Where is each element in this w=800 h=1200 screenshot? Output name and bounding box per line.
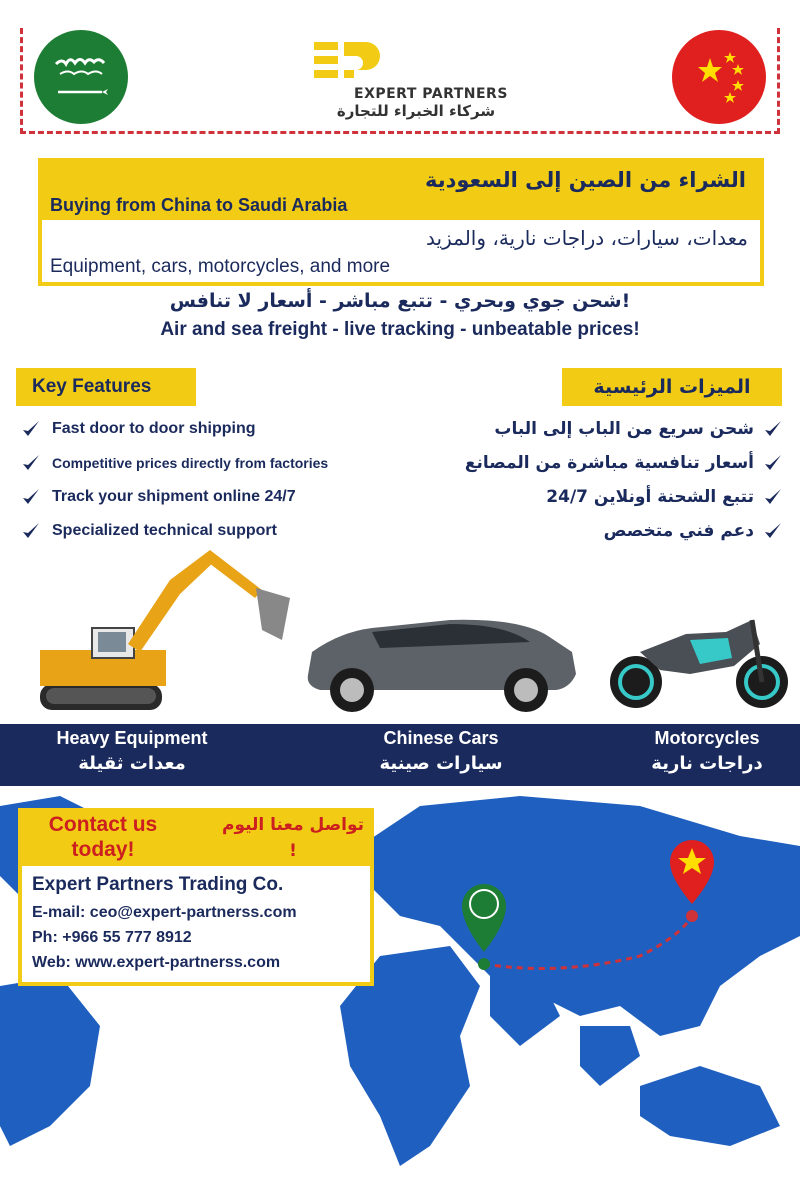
category-label: Heavy Equipment: [56, 728, 208, 748]
checkmark-icon: [762, 418, 784, 440]
checkmark-icon: [762, 520, 784, 542]
feature-item: [20, 412, 420, 446]
title-ar: الشراء من الصين إلى السعودية: [424, 168, 746, 192]
feature-label-ar: أسعار تنافسية مباشرة من المصانع: [464, 453, 754, 473]
saudi-flag-icon: [34, 30, 128, 124]
freight-line-en: Air and sea freight - live tracking - unbeatable prices!: [160, 319, 640, 340]
vehicles-illustration: [0, 540, 800, 720]
route-end-marker: [686, 910, 698, 922]
contact-heading-ar: تواصل معنا اليوم !: [221, 815, 365, 861]
contact-heading-box: [18, 808, 374, 866]
category-motorcycles: [612, 728, 800, 774]
contact-heading: Contact us today!: [48, 813, 158, 861]
company-name: Expert Partners Trading Co.: [32, 874, 284, 895]
website-text: Web: www.expert-partnerss.com: [32, 954, 281, 971]
title-en: Buying from China to Saudi Arabia: [50, 195, 348, 215]
feature-label-ar: تتبع الشحنة أونلاين 24/7: [546, 487, 754, 507]
freight-line-ar: !شحن جوي وبحري - تتبع مباشر - أسعار لا تنافس: [169, 290, 631, 312]
features-list-en: [20, 412, 420, 548]
category-label-ar: دراجات نارية: [651, 753, 763, 774]
category-label-ar: سيارات صينية: [379, 753, 503, 774]
car-icon: [308, 620, 576, 712]
feature-label: Competitive prices directly from factories: [52, 455, 329, 471]
checkmark-icon: [762, 452, 784, 474]
checkmark-icon: [20, 520, 42, 542]
checkmark-icon: [20, 452, 42, 474]
category-label: Motorcycles: [654, 728, 760, 748]
feature-item-ar: [420, 446, 784, 480]
category-chinese-cars: [341, 728, 541, 774]
feature-item: [20, 480, 420, 514]
logo-name-en: EXPERT PARTNERS: [354, 86, 508, 102]
logo-name-ar: شركاء الخبراء للتجارة: [336, 102, 496, 120]
header: [0, 0, 800, 150]
title-banner: [38, 158, 764, 286]
category-label: Chinese Cars: [383, 728, 499, 748]
features-list-ar: [420, 412, 784, 548]
checkmark-icon: [20, 418, 42, 440]
contact-card: [18, 866, 374, 986]
category-label-ar: معدات ثقيلة: [78, 753, 186, 774]
feature-label: Track your shipment online 24/7: [52, 488, 296, 505]
feature-item: [20, 446, 420, 480]
feature-item-ar: [420, 480, 784, 514]
route-start-marker: [478, 958, 490, 970]
key-features-heading-ar: الميزات الرئيسية: [562, 368, 782, 406]
feature-label: Specialized technical support: [52, 522, 277, 539]
checkmark-icon: [762, 486, 784, 508]
subtitle-ar: معدات، سيارات، دراجات نارية، والمزيد: [426, 226, 748, 250]
feature-label: Fast door to door shipping: [52, 420, 256, 437]
email-text: E-mail: ceo@expert-partnerss.com: [32, 904, 297, 921]
category-heavy-equipment: [32, 728, 232, 774]
checkmark-icon: [20, 486, 42, 508]
feature-label-ar: شحن سريع من الباب إلى الباب: [494, 419, 754, 439]
phone-text: Ph: +966 55 777 8912: [32, 929, 192, 946]
feature-label-ar: دعم فني متخصص: [603, 521, 754, 541]
motorcycle-icon: [610, 620, 788, 708]
key-features-heading: Key Features: [16, 368, 196, 406]
subtitle-en: Equipment, cars, motorcycles, and more: [50, 256, 391, 277]
china-flag-icon: [672, 30, 766, 124]
excavator-icon: [40, 550, 290, 710]
company-logo: [298, 38, 518, 128]
feature-item-ar: [420, 412, 784, 446]
categories-band: [0, 724, 800, 786]
